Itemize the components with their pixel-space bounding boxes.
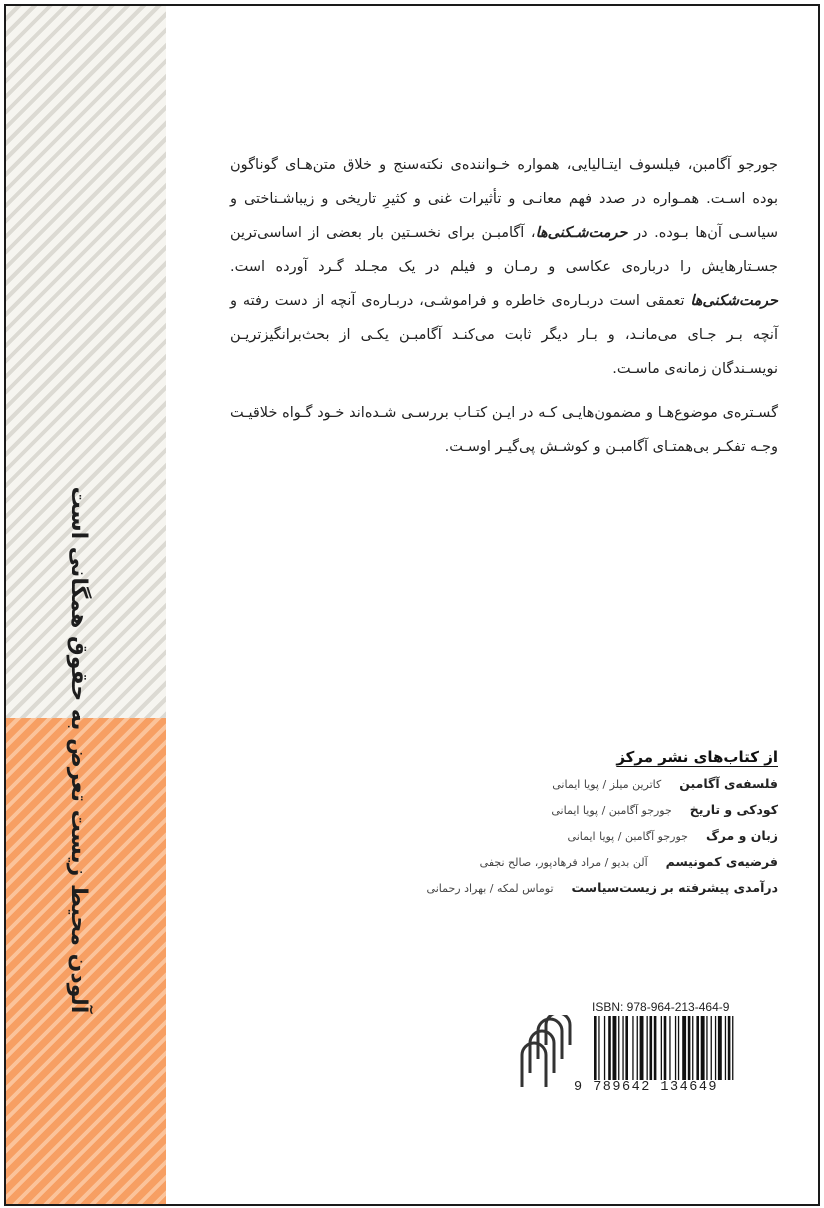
book-title-mention: حرمت‌شکنی‌ها [690,293,778,309]
list-item [300,802,778,828]
related-books-list [300,748,778,906]
list-item [300,854,778,880]
barcode-bar [706,1016,707,1080]
barcode-bar [725,1016,726,1080]
barcode-bar [637,1016,638,1080]
barcode-bar [669,1016,670,1080]
barcode-bar [618,1016,619,1080]
barcode-bar [728,1016,731,1080]
book-author: کاترین میلز / پویا ایمانی [552,778,662,791]
book-author: توماس لمکه / بهراد رحمانی [426,882,554,895]
barcode-bar [604,1016,605,1080]
book-title: کودکی و تاریخ [689,802,778,817]
barcode-bar [682,1016,686,1080]
barcode-bar [654,1016,657,1080]
barcode-bar [701,1016,705,1080]
book-author: جورجو آگامبن / پویا ایمانی [567,830,688,843]
barcode-bar [594,1016,597,1080]
barcode-bar [718,1016,722,1080]
barcode-bar [692,1016,693,1080]
description-paragraph-1: جورجو آگامبن، فیلسوف ایتـالیایی، همواره خـواننده‌ی نکته‌سنج و خلاق متن‌هـای گوناگون بوده اسـت. همـواره در صدد فهم معانـی و تأثیرات غنی و کثیرِ تاریخی و زیباشـناختی و سیاسـی آن‌ها بـوده. در حرمت‌شـکنی‌ها، آگامبـن برای نخسـتین بار بعضی از اساسی‌ترین جسـتارهایش را درباره‌ی عکاسی و رمـان و فیلم در یک مجـلد گـرد آورده است. حرمت‌شکنی‌ها تعمقی است دربـاره‌ی خاطره و فراموشـی، دربـاره‌ی آنچه از دست رفته و آنچه بـر جـای می‌مانـد، و بـار دیگر ثابت می‌کنـد آگامبـن یکـی از بحث‌برانگیزتریـن نویسـندگان زمانه‌ی ماسـت. [230,157,778,377]
book-description [230,148,778,474]
barcode-bar [664,1016,667,1080]
book-title: فرضیه‌ی کمونیسم [665,854,778,869]
book-author: جورجو آگامبن / پویا ایمانی [551,804,672,817]
barcode-bar [622,1016,623,1080]
spine-slogan: آلودن محیط زیست تعرض به حقوق همگانی است [66,486,91,1014]
list-item [300,776,778,802]
book-title: زبان و مرگ [705,828,778,843]
book-author: آلن بدیو / مراد فرهادپور، صالح نجفی [479,856,648,869]
book-title: فلسفه‌ی آگامبن [679,776,778,791]
list-item [300,828,778,854]
barcode [592,1016,776,1088]
barcode-bar [732,1016,733,1080]
barcode-bar [688,1016,691,1080]
description-paragraph-2: گسـتره‌ی موضوع‌هـا و مضمون‌هایـی کـه در ایـن کتـاب بررسـی شـده‌اند خـود گـواه خلاقیـت وجـه تفکـر بی‌همتـای آگامبـن و کوشـش پی‌گیـر اوسـت. [230,405,778,455]
barcode-bar [678,1016,679,1080]
barcode-bar [613,1016,617,1080]
list-item [300,880,778,906]
barcode-bar [715,1016,716,1080]
barcode-bar [632,1016,633,1080]
barcode-bar [647,1016,648,1080]
barcode-bar [696,1016,699,1080]
barcode-digits: 9 789642 134649 [574,1080,719,1095]
book-title: درآمدی پیشرفته بر زیست‌سیاست [571,880,778,895]
barcode-bar [608,1016,611,1080]
barcode-bar [640,1016,644,1080]
book-title-mention: حرمت‌شـکنی‌ها [535,225,628,241]
publisher-logo-icon [518,1015,576,1089]
barcode-bar [598,1016,599,1080]
barcode-bar [650,1016,653,1080]
barcode-bar [625,1016,628,1080]
barcode-bar [711,1016,712,1080]
isbn-label: ISBN: 978-964-213-464-9 [592,1000,730,1014]
related-books-title: از کتاب‌های نشر مرکز [616,748,778,766]
barcode-bar [675,1016,676,1080]
barcode-bar [661,1016,662,1080]
